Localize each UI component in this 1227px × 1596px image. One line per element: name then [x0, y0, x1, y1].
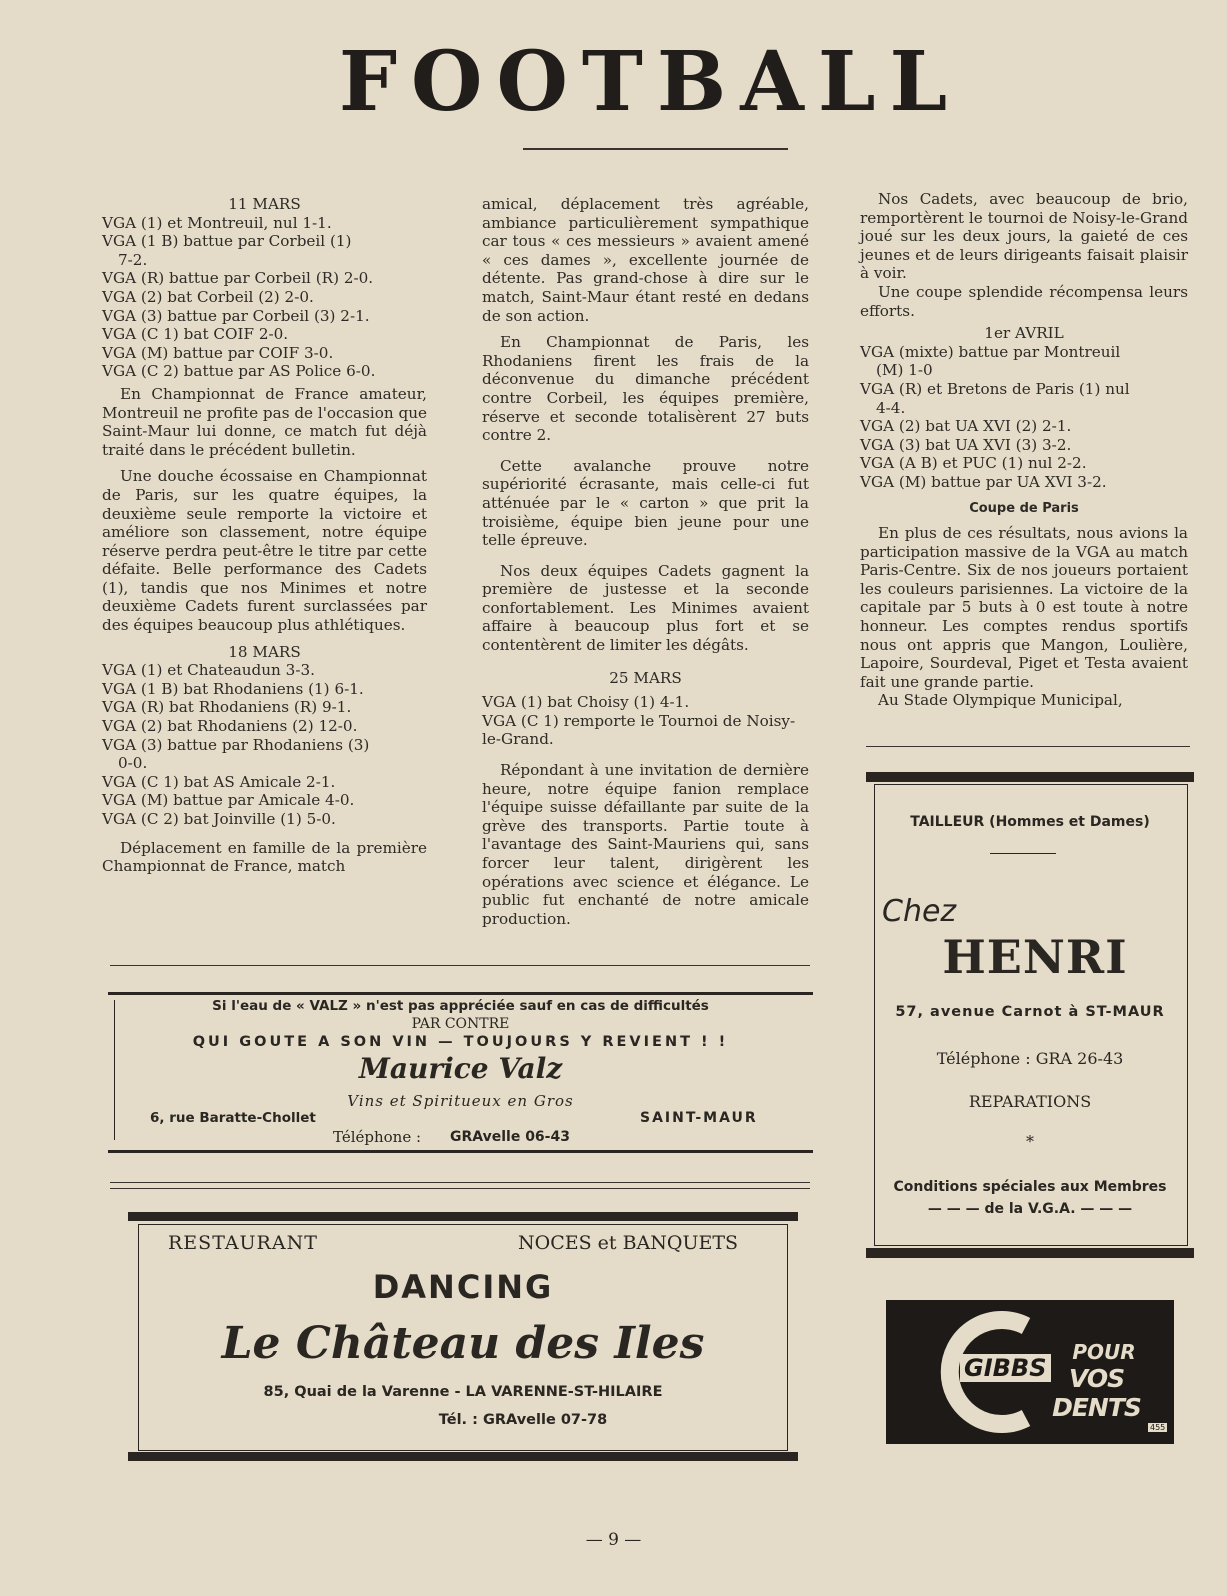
ad-valz	[108, 990, 813, 1158]
ad-chateau	[128, 1212, 798, 1462]
result-line: VGA (3) battue par Corbeil (3) 2-1.	[102, 306, 370, 325]
ad-brand-name: HENRI	[942, 930, 1128, 984]
result-line: 7-2.	[118, 250, 148, 269]
column-2	[482, 195, 809, 928]
result-line: VGA (1) bat Choisy (1) 4-1.	[482, 693, 690, 712]
result-line: VGA (3) bat UA XVI (3) 3-2.	[860, 435, 1072, 454]
date-heading: 1er AVRIL	[984, 324, 1064, 343]
page-number: — 9 —	[585, 1530, 642, 1550]
result-line: VGA (1 B) bat Rhodaniens (1) 6-1.	[102, 679, 364, 698]
result-line: VGA (mixte) battue par Montreuil	[860, 342, 1121, 361]
ad-line: Conditions spéciales aux Membres	[893, 1179, 1167, 1195]
result-line: VGA (R) bat Rhodaniens (R) 9-1.	[102, 698, 352, 717]
paragraph: Déplacement en famille de la première Championnat de France, match	[102, 838, 427, 876]
date-heading: 11 MARS	[228, 195, 301, 213]
ad-address: 57, avenue Carnot à ST-MAUR	[895, 1004, 1165, 1020]
date-heading: 25 MARS	[609, 668, 682, 687]
paragraph: Nos Cadets, avec beaucoup de brio, remportèrent le tournoi de Noisy-le-Grand joué sur les deux jours, la gaieté de ces jeunes et de leurs dirigeants faisait plaisir à voir.	[860, 190, 1188, 283]
column-1	[102, 195, 427, 876]
ad-border-bottom	[108, 1150, 813, 1153]
results-list	[482, 693, 809, 749]
ad-dancing: DANCING	[372, 1268, 554, 1306]
result-line: VGA (R) battue par Corbeil (R) 2-0.	[102, 269, 374, 288]
ad-address: 85, Quai de la Varenne - LA VARENNE-ST-HILAIRE	[263, 1384, 663, 1400]
ad-border-top	[866, 772, 1194, 782]
ad-border-top	[128, 1212, 798, 1221]
section-divider	[110, 1182, 810, 1183]
result-line: VGA (2) bat Rhodaniens (2) 12-0.	[102, 717, 358, 736]
ad-subtitle: Vins et Spiritueux en Gros	[347, 1092, 574, 1110]
column-divider	[866, 746, 1190, 747]
paragraph: En Championnat de France amateur, Montreuil ne profite pas de l'occasion que Saint-Maur lui donne, ce match fut déjà traité dans le précédent bulletin.	[102, 384, 427, 459]
result-line: VGA (C 2) battue par AS Police 6-0.	[102, 362, 376, 381]
results-list	[860, 343, 1188, 492]
date-heading: 18 MARS	[228, 642, 301, 661]
paragraph: amical, déplacement très agréable, ambiance particulièrement sympathique car tous « ces messieurs » avaient amené « ces dames », excellente journée de détente. Pas grand-chose à dire sur le match, Saint-Maur étant resté en dedans de son action.	[482, 195, 809, 325]
ad-code: 455	[1150, 1423, 1166, 1432]
ad-gibbs	[886, 1300, 1174, 1444]
ad-line: POUR	[1072, 1340, 1136, 1364]
ad-brand-name: GIBBS	[960, 1354, 1051, 1382]
section-heading: Coupe de Paris	[969, 500, 1079, 516]
ad-border-bottom	[128, 1452, 798, 1461]
paragraph: Cette avalanche prouve notre supériorité écrasante, mais celle-ci fut atténuée par le « carton » que prit la troisième, équipe bien jeune pour une telle épreuve.	[482, 456, 809, 550]
column-3	[860, 190, 1188, 710]
ad-line: TAILLEUR (Hommes et Dames)	[910, 814, 1150, 830]
result-line: VGA (M) battue par Amicale 4-0.	[102, 791, 355, 810]
result-line: VGA (C 1) bat COIF 2-0.	[102, 325, 289, 344]
ad-phone: Téléphone : GRA 26-43	[936, 1049, 1124, 1068]
result-line: VGA (R) et Bretons de Paris (1) nul	[860, 379, 1130, 398]
result-line: VGA (C 1) bat AS Amicale 2-1.	[102, 772, 336, 791]
column-divider	[110, 965, 810, 966]
section-divider	[110, 1188, 810, 1189]
ad-label: RESTAURANT	[168, 1232, 318, 1254]
result-line: VGA (2) bat UA XVI (2) 2-1.	[860, 417, 1072, 436]
result-line: VGA (M) battue par COIF 3-0.	[102, 343, 334, 362]
ad-chez: Chez	[882, 894, 957, 929]
ad-henri	[866, 770, 1194, 1260]
result-line: VGA (1 B) battue par Corbeil (1)	[102, 232, 352, 251]
ad-border-bottom	[866, 1248, 1194, 1258]
ad-line: — — — de la V.G.A. — — —	[927, 1201, 1133, 1217]
result-line: VGA (3) battue par Rhodaniens (3)	[102, 735, 370, 754]
ad-brand-name: Maurice Valz	[358, 1052, 563, 1085]
ad-city: SAINT-MAUR	[640, 1110, 758, 1126]
ad-divider	[990, 853, 1056, 854]
paragraph: Une coupe splendide récompensa leurs efforts.	[860, 282, 1188, 320]
ad-line: REPARATIONS	[968, 1092, 1092, 1111]
result-line: VGA (1) et Montreuil, nul 1-1.	[102, 213, 332, 232]
paragraph: En Championnat de Paris, les Rhodaniens firent les frais de la déconvenue du dimanche précédent contre Corbeil, les équipes première, réserve et seconde totalisèrent 27 buts contre 2.	[482, 333, 809, 445]
ad-label: NOCES et BANQUETS	[518, 1232, 739, 1254]
ad-address: 6, rue Baratte-Chollet	[150, 1110, 316, 1126]
paragraph: Une douche écossaise en Championnat de Paris, sur les quatre équipes, la deuxième seule remporte la victoire et améliore son classement, notre équipe réserve perdra peut-être le titre par cette défaite. Belle performance des Cadets (1), tandis que nos Minimes et notre deuxième Cadets furent surclassées par des équipes beaucoup plus athlétiques.	[102, 467, 427, 635]
page-title: FOOTBALL	[338, 34, 962, 130]
ad-slogan: QUI GOUTE A SON VIN — TOUJOURS Y REVIENT ! !	[192, 1034, 729, 1050]
paragraph: Répondant à une invitation de dernière heure, notre équipe fanion remplace l'équipe suisse défaillante par suite de la grève des transports. Partie toute à l'avantage des Saint-Mauriens qui, sans forcer leur talent, dirigèrent les opérations avec science et élégance. Le public fut enchanté de notre amicale production.	[482, 761, 809, 928]
title-divider	[523, 148, 788, 150]
paragraph: En plus de ces résultats, nous avions la participation massive de la VGA au match Paris-Centre. Six de nos joueurs portaient les couleurs parisiennes. La victoire de la capitale par 5 buts à 0 est toute à notre honneur. Les comptes rendus sportifs nous ont appris que Mangon, Loulière, Lapoire, Sourdeval, Piget et Testa avaient fait une grande partie.	[860, 524, 1188, 691]
paragraph: Nos deux équipes Cadets gagnent la première de justesse et la seconde confortablement. Les Minimes avaient affaire à beaucoup plus fort et se contentèrent de limiter les dégâts.	[482, 561, 809, 655]
ad-phone-label: Téléphone :	[333, 1128, 422, 1146]
result-line: 0-0.	[118, 754, 148, 773]
ad-border-top	[108, 992, 813, 995]
result-line: (M) 1-0	[876, 361, 933, 380]
result-line: 4-4.	[876, 398, 906, 417]
results-list	[102, 661, 427, 828]
paragraph: Au Stade Olympique Municipal,	[878, 691, 1123, 710]
ad-phone: Tél. : GRAvelle 07-78	[438, 1412, 608, 1428]
result-line: VGA (2) bat Corbeil (2) 2-0.	[102, 287, 314, 306]
ad-line: VOS DENTS	[1052, 1364, 1141, 1422]
results-list	[102, 214, 427, 381]
result-line: VGA (1) et Chateaudun 3-3.	[102, 661, 315, 680]
star-icon: *	[1026, 1132, 1034, 1151]
ad-brand-name: Le Château des Iles	[221, 1318, 705, 1369]
ad-line: Si l'eau de « VALZ » n'est pas appréciée sauf en cas de difficultés	[212, 998, 709, 1014]
result-line: VGA (C 1) remporte le Tournoi de Noisy-le-Grand.	[482, 711, 796, 749]
ad-phone: GRAvelle 06-43	[450, 1129, 570, 1145]
result-line: VGA (C 2) bat Joinville (1) 5-0.	[102, 810, 336, 828]
result-line: VGA (M) battue par UA XVI 3-2.	[860, 472, 1107, 491]
result-line: VGA (A B) et PUC (1) nul 2-2.	[860, 454, 1087, 473]
ad-line: PAR CONTRE	[411, 1016, 510, 1032]
